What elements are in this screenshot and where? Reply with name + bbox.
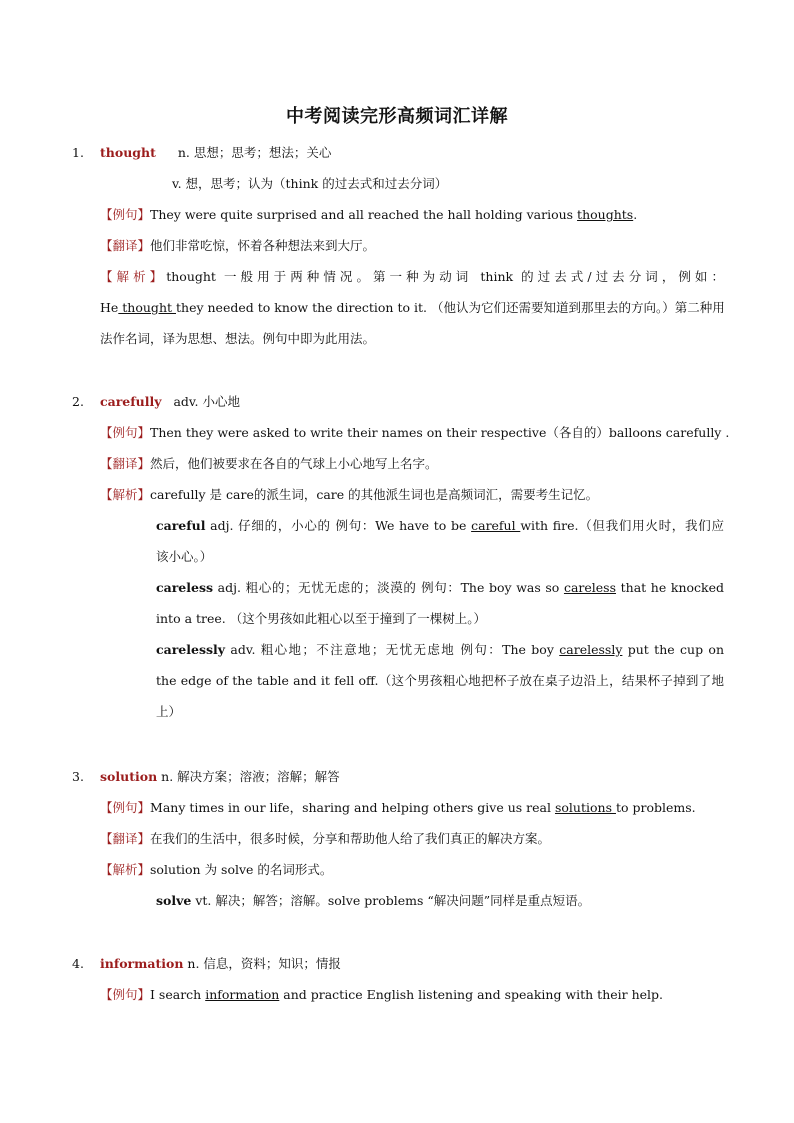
derivative-solve: solve vt. 解决；解答；溶解。solve problems “解决问题”同样是重点短语。	[156, 893, 591, 908]
analysis-tag: 【解析】	[100, 487, 151, 502]
example-tag: 【例句】	[100, 987, 151, 1002]
example-row: 【例句】Many times in our life，sharing and helping others give us real solutions to problems.	[100, 800, 696, 815]
example-tag: 【例句】	[100, 207, 151, 222]
derivative-word: careful	[156, 518, 206, 533]
headword: carefully	[100, 394, 162, 409]
headword-row	[72, 137, 724, 168]
derivative-carelessly: carelessly adv. 粗心地；不注意地；无忧无虑地 例句：The boy carelessly put the cup on	[156, 642, 724, 657]
translation-row: 【翻译】他们非常吃惊，怀着各种想法来到大厅。	[100, 238, 376, 253]
translation-tag: 【翻译】	[100, 238, 151, 253]
derivative-carelessly-line3: 上）	[156, 704, 182, 719]
analysis-row-3: 法作名词，译为思想、想法。例句中即为此用法。	[100, 331, 376, 346]
target-word: information	[205, 987, 280, 1002]
entry-number: 2.	[72, 394, 84, 409]
vocab-entry-thought	[72, 137, 724, 354]
sense-verb: v. 想，思考；认为（think 的过去式和过去分词）	[172, 176, 448, 191]
vocab-entry-carefully	[72, 386, 730, 727]
sense-adverb: adv. 小心地	[173, 394, 240, 409]
derivative-word: careless	[156, 580, 214, 595]
example-row: 【例句】I search information and practice English listening and speaking with their help.	[100, 987, 664, 1002]
page-title: 中考阅读完形高频词汇详解	[286, 106, 508, 127]
example-tag: 【例句】	[100, 425, 151, 440]
derivative-careful-line2: 该小心。）	[156, 549, 213, 564]
headword-row	[72, 761, 724, 792]
entry-number: 3.	[72, 769, 84, 784]
analysis-row: 【解析】thought 一般用于两种情况。第一种为动词 think 的过去式/过去分词，例如：	[100, 269, 724, 284]
analysis-row: 【解析】carefully 是 care的派生词，care 的其他派生词也是高频词汇，需要考生记忆。	[100, 487, 599, 502]
derivative-careless-line2: into a tree. （这个男孩如此粗心以至于撞到了一棵树上。）	[156, 611, 486, 626]
headword-row	[72, 386, 724, 417]
headword: thought	[100, 145, 156, 160]
sense-noun: n. 思想；思考；想法；关心	[177, 145, 332, 160]
vocab-entry-information	[72, 948, 724, 1010]
translation-row: 【翻译】在我们的生活中，很多时候，分享和帮助他人给了我们真正的解决方案。	[100, 831, 551, 846]
derivative-careful: careful adj. 仔细的，小心的 例句：We have to be careful with fire.（但我们用火时，我们应	[156, 518, 724, 533]
derivative-word: carelessly	[156, 642, 226, 657]
headword: information	[100, 956, 184, 971]
analysis-row: 【解析】solution 为 solve 的名词形式。	[100, 862, 333, 877]
example-tag: 【例句】	[100, 800, 151, 815]
example-row: 【例句】They were quite surprised and all reached the hall holding various thoughts.	[100, 207, 638, 222]
target-word: thoughts	[577, 207, 634, 222]
analysis-tag: 【解析】	[100, 862, 151, 877]
analysis-tag: 【解析】	[100, 269, 167, 284]
vocab-entry-solution	[72, 761, 724, 916]
translation-row: 【翻译】然后，他们被要求在各自的气球上小心地写上名字。	[100, 456, 438, 471]
derivative-word: solve	[156, 893, 192, 908]
analysis-row-2: He thought they needed to know the direction to it. （他认为它们还需要知道到那里去的方向。）第二种用	[100, 300, 725, 315]
example-row: 【例句】Then they were asked to write their names on their respective（各自的）balloons carefully .	[100, 425, 730, 440]
sense-noun: n. 信息，资料；知识；情报	[183, 956, 341, 971]
headword-row	[72, 948, 724, 979]
translation-tag: 【翻译】	[100, 831, 151, 846]
sense-noun: n. 解决方案；溶液；溶解；解答	[157, 769, 340, 784]
target-word: solutions	[554, 800, 616, 815]
derivative-careless: careless adj. 粗心的；无忧无虑的；淡漠的 例句：The boy was so careless that he knocked	[156, 580, 725, 595]
entry-number: 1.	[72, 145, 84, 160]
headword: solution	[100, 769, 158, 784]
entry-number: 4.	[72, 956, 84, 971]
derivative-carelessly-line2: the edge of the table and it fell off.（这个男孩粗心地把杯子放在桌子边沿上，结果杯子掉到了地	[156, 673, 724, 688]
translation-tag: 【翻译】	[100, 456, 151, 471]
